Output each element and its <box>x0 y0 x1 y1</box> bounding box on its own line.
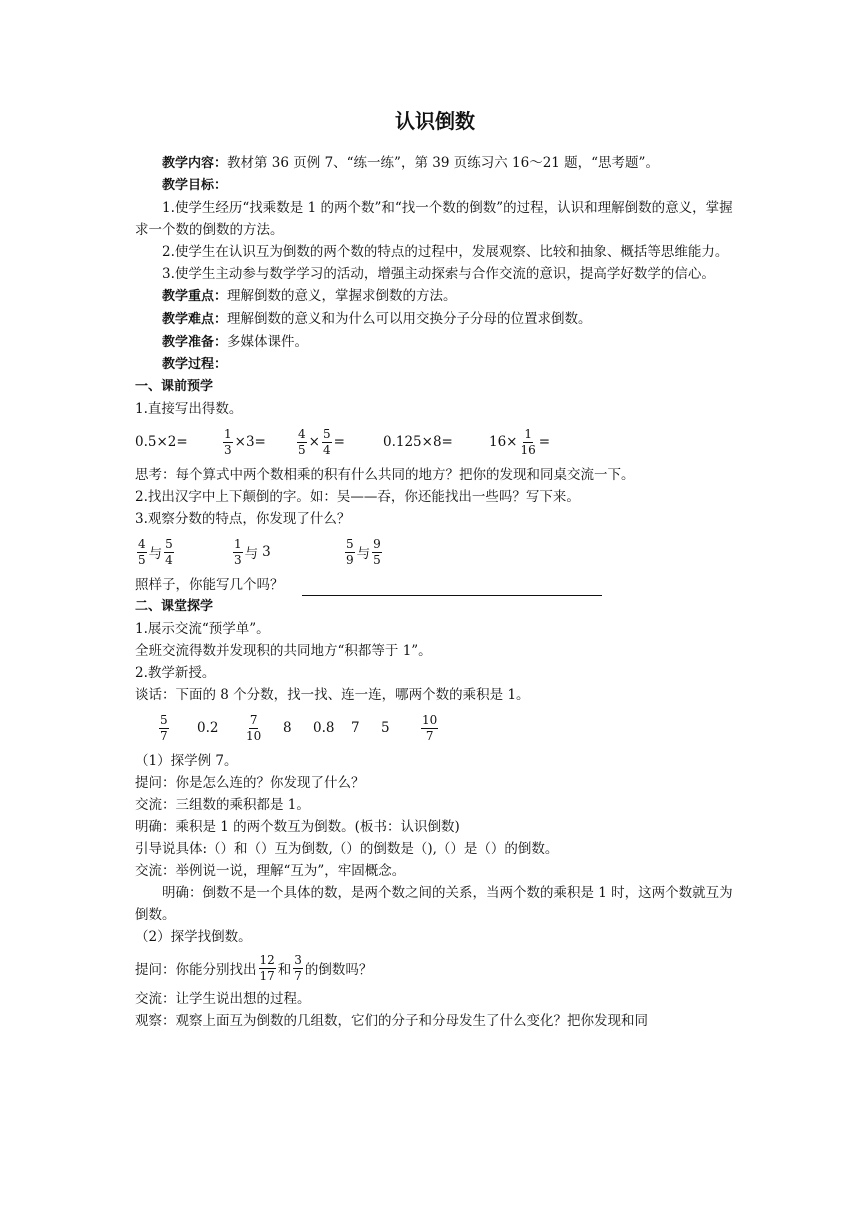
number-item: 7 <box>351 720 360 736</box>
operator: × <box>308 434 320 450</box>
think-prompt: 思考：每个算式中两个数相乘的积有什么共同的地方？把你的发现和同桌交流一下。 <box>135 467 635 483</box>
numerator: 4 <box>298 426 306 441</box>
key-points <box>135 285 735 308</box>
number-item <box>157 713 197 744</box>
difficulties <box>135 308 735 331</box>
goal-item: 3.使学生主动参与数学学习的活动，增强主动探索与合作交流的意识，提高学好数学的信心。 <box>162 266 715 282</box>
fraction <box>259 953 276 984</box>
denominator: 10 <box>246 728 262 743</box>
number-item: 5 <box>381 720 390 736</box>
step-1-detail: 全班交流得数并发现积的共同地方“积都等于 1”。 <box>135 643 432 659</box>
denominator: 3 <box>224 442 232 457</box>
numerator: 10 <box>422 712 438 727</box>
ask-2 <box>135 948 735 988</box>
fraction <box>297 427 307 458</box>
fraction <box>293 953 303 984</box>
answer-blank-line[interactable] <box>302 581 602 596</box>
numerator: 5 <box>165 536 173 551</box>
numerator: 1 <box>234 536 242 551</box>
denominator: 5 <box>373 552 381 567</box>
teaching-content-label: 教学内容： <box>162 156 228 171</box>
exchange-3: 交流：让学生说出想的过程。 <box>135 991 311 1007</box>
pair-connector: 与 <box>244 546 259 562</box>
number-item <box>419 713 440 744</box>
numerator: 9 <box>373 536 381 551</box>
calc-expr-2 <box>221 427 295 458</box>
denominator: 7 <box>160 728 168 743</box>
numerator: 4 <box>138 536 146 551</box>
fraction-pair-1 <box>135 537 231 568</box>
talk-prompt: 谈话：下面的 8 个分数，找一找、连一连，哪两个数的乘积是 1。 <box>135 687 530 703</box>
goals-label: 教学目标： <box>162 178 228 193</box>
denominator: 5 <box>138 552 146 567</box>
clarify-2: 明确：倒数不是一个具体的数，是两个数之间的关系，当两个数的乘积是 1 时，这两个数就互为倒数。 <box>135 885 733 923</box>
denominator: 7 <box>425 728 434 743</box>
fraction <box>372 537 382 568</box>
equals: = <box>538 434 551 450</box>
imitate-prompt <box>135 574 735 596</box>
fraction <box>245 713 262 744</box>
denominator: 5 <box>298 442 306 457</box>
document-content <box>135 105 735 1032</box>
key-points-text: 理解倒数的意义，掌握求倒数的方法。 <box>227 288 457 304</box>
ask-1: 提问：你是怎么连的？你发现了什么？ <box>135 775 365 791</box>
step-2: 2.教学新授。 <box>135 665 216 681</box>
numerator: 5 <box>160 712 168 727</box>
denominator: 16 <box>520 442 536 457</box>
question-2: 2.找出汉字中上下颠倒的字。如：吴——吞，你还能找出一些吗？写下来。 <box>135 489 580 505</box>
fraction <box>233 537 243 568</box>
calc-rest: ×3= <box>234 434 266 450</box>
calc-prefix: 16× <box>489 434 518 450</box>
calc-expr-3 <box>295 427 383 458</box>
denominator: 17 <box>259 968 275 983</box>
fraction <box>520 427 537 458</box>
teaching-content <box>135 152 735 175</box>
integer: 3 <box>262 544 271 560</box>
numerator: 1 <box>224 426 232 441</box>
number-item: 0.8 <box>313 720 335 736</box>
question-3: 3.观察分数的特点，你发现了什么？ <box>135 511 351 527</box>
ask-2-prefix: 提问：你能分别找出 <box>135 962 257 978</box>
fraction-pair-2 <box>231 537 343 568</box>
preparation-label: 教学准备： <box>162 335 228 350</box>
difficulties-text: 理解倒数的意义和为什么可以用交换分子分母的位置求倒数。 <box>227 311 592 327</box>
key-points-label: 教学重点： <box>162 289 228 304</box>
denominator: 3 <box>234 552 242 567</box>
ask-2-and: 和 <box>277 962 292 978</box>
numerator: 12 <box>259 952 275 967</box>
preparation-text: 多媒体课件。 <box>227 334 309 350</box>
numerator: 5 <box>346 536 354 551</box>
numerator: 5 <box>322 426 331 441</box>
imitate-text: 照样子，你能写几个吗？ <box>135 577 284 593</box>
fraction <box>421 713 438 744</box>
clarify-1: 明确：乘积是 1 的两个数互为倒数。(板书：认识倒数) <box>135 819 460 835</box>
process-label: 教学过程： <box>162 357 228 372</box>
number-item: 0.2 <box>197 720 219 736</box>
goal-item: 1.使学生经历“找乘数是 1 的两个数”和“找一个数的倒数”的过程，认识和理解倒数的意义，掌握求一个数的倒数的方法。 <box>135 200 733 238</box>
equals: = <box>333 434 345 450</box>
ask-2-suffix: 的倒数吗？ <box>304 962 373 978</box>
fraction <box>137 537 147 568</box>
step-1: 1.展示交流“预学单”。 <box>135 621 270 637</box>
number-item <box>243 713 283 744</box>
example-7-step: （1）探学例 7。 <box>135 753 238 769</box>
teaching-content-text: 教材第 36 页例 7、“练一练”，第 39 页练习六 16～21 题，“思考题”。 <box>227 155 659 171</box>
calc-row <box>135 420 735 464</box>
observe-prompt: 观察：观察上面互为倒数的几组数，它们的分子和分母发生了什么变化？把你发现和同 <box>135 1013 648 1029</box>
fraction-pair-3 <box>343 537 384 568</box>
number-item: 8 <box>283 720 292 736</box>
fraction <box>345 537 355 568</box>
exchange-1: 交流：三组数的乘积都是 1。 <box>135 797 310 813</box>
section-heading-preview: 一、课前预学 <box>135 379 214 394</box>
denominator: 4 <box>165 552 173 567</box>
guide-prompt: 引导说具体:（）和（）互为倒数,（）的倒数是（),（）是（）的倒数。 <box>135 841 559 857</box>
denominator: 4 <box>322 442 331 457</box>
find-reciprocal-step: （2）探学找倒数。 <box>135 929 252 945</box>
number-set-row <box>135 706 735 750</box>
goal-item: 2.使学生在认识互为倒数的两个数的特点的过程中，发展观察、比较和抽象、概括等思维能力。 <box>162 244 729 260</box>
calc-expr-4: 0.125×8= <box>383 434 453 450</box>
fraction-pairs-row <box>135 530 735 574</box>
pair-connector: 与 <box>148 546 163 562</box>
numerator: 3 <box>294 952 302 967</box>
fraction <box>159 713 169 744</box>
page-title: 认识倒数 <box>395 109 475 133</box>
fraction <box>164 537 174 568</box>
question-1: 1.直接写出得数。 <box>135 401 243 417</box>
exchange-2: 交流：举例说一说，理解“互为”，牢固概念。 <box>135 863 406 879</box>
pair-connector: 与 <box>356 546 371 562</box>
numerator: 7 <box>249 712 258 727</box>
section-heading-explore: 二、课堂探学 <box>135 599 214 614</box>
preparation <box>135 331 735 354</box>
calc-expr-1: 0.5×2= <box>135 434 188 450</box>
calc-expr-5 <box>489 427 550 458</box>
fraction <box>322 427 332 458</box>
numerator: 1 <box>524 426 532 441</box>
denominator: 9 <box>346 552 354 567</box>
difficulties-label: 教学难点： <box>162 312 228 327</box>
denominator: 7 <box>294 968 302 983</box>
fraction <box>223 427 233 458</box>
